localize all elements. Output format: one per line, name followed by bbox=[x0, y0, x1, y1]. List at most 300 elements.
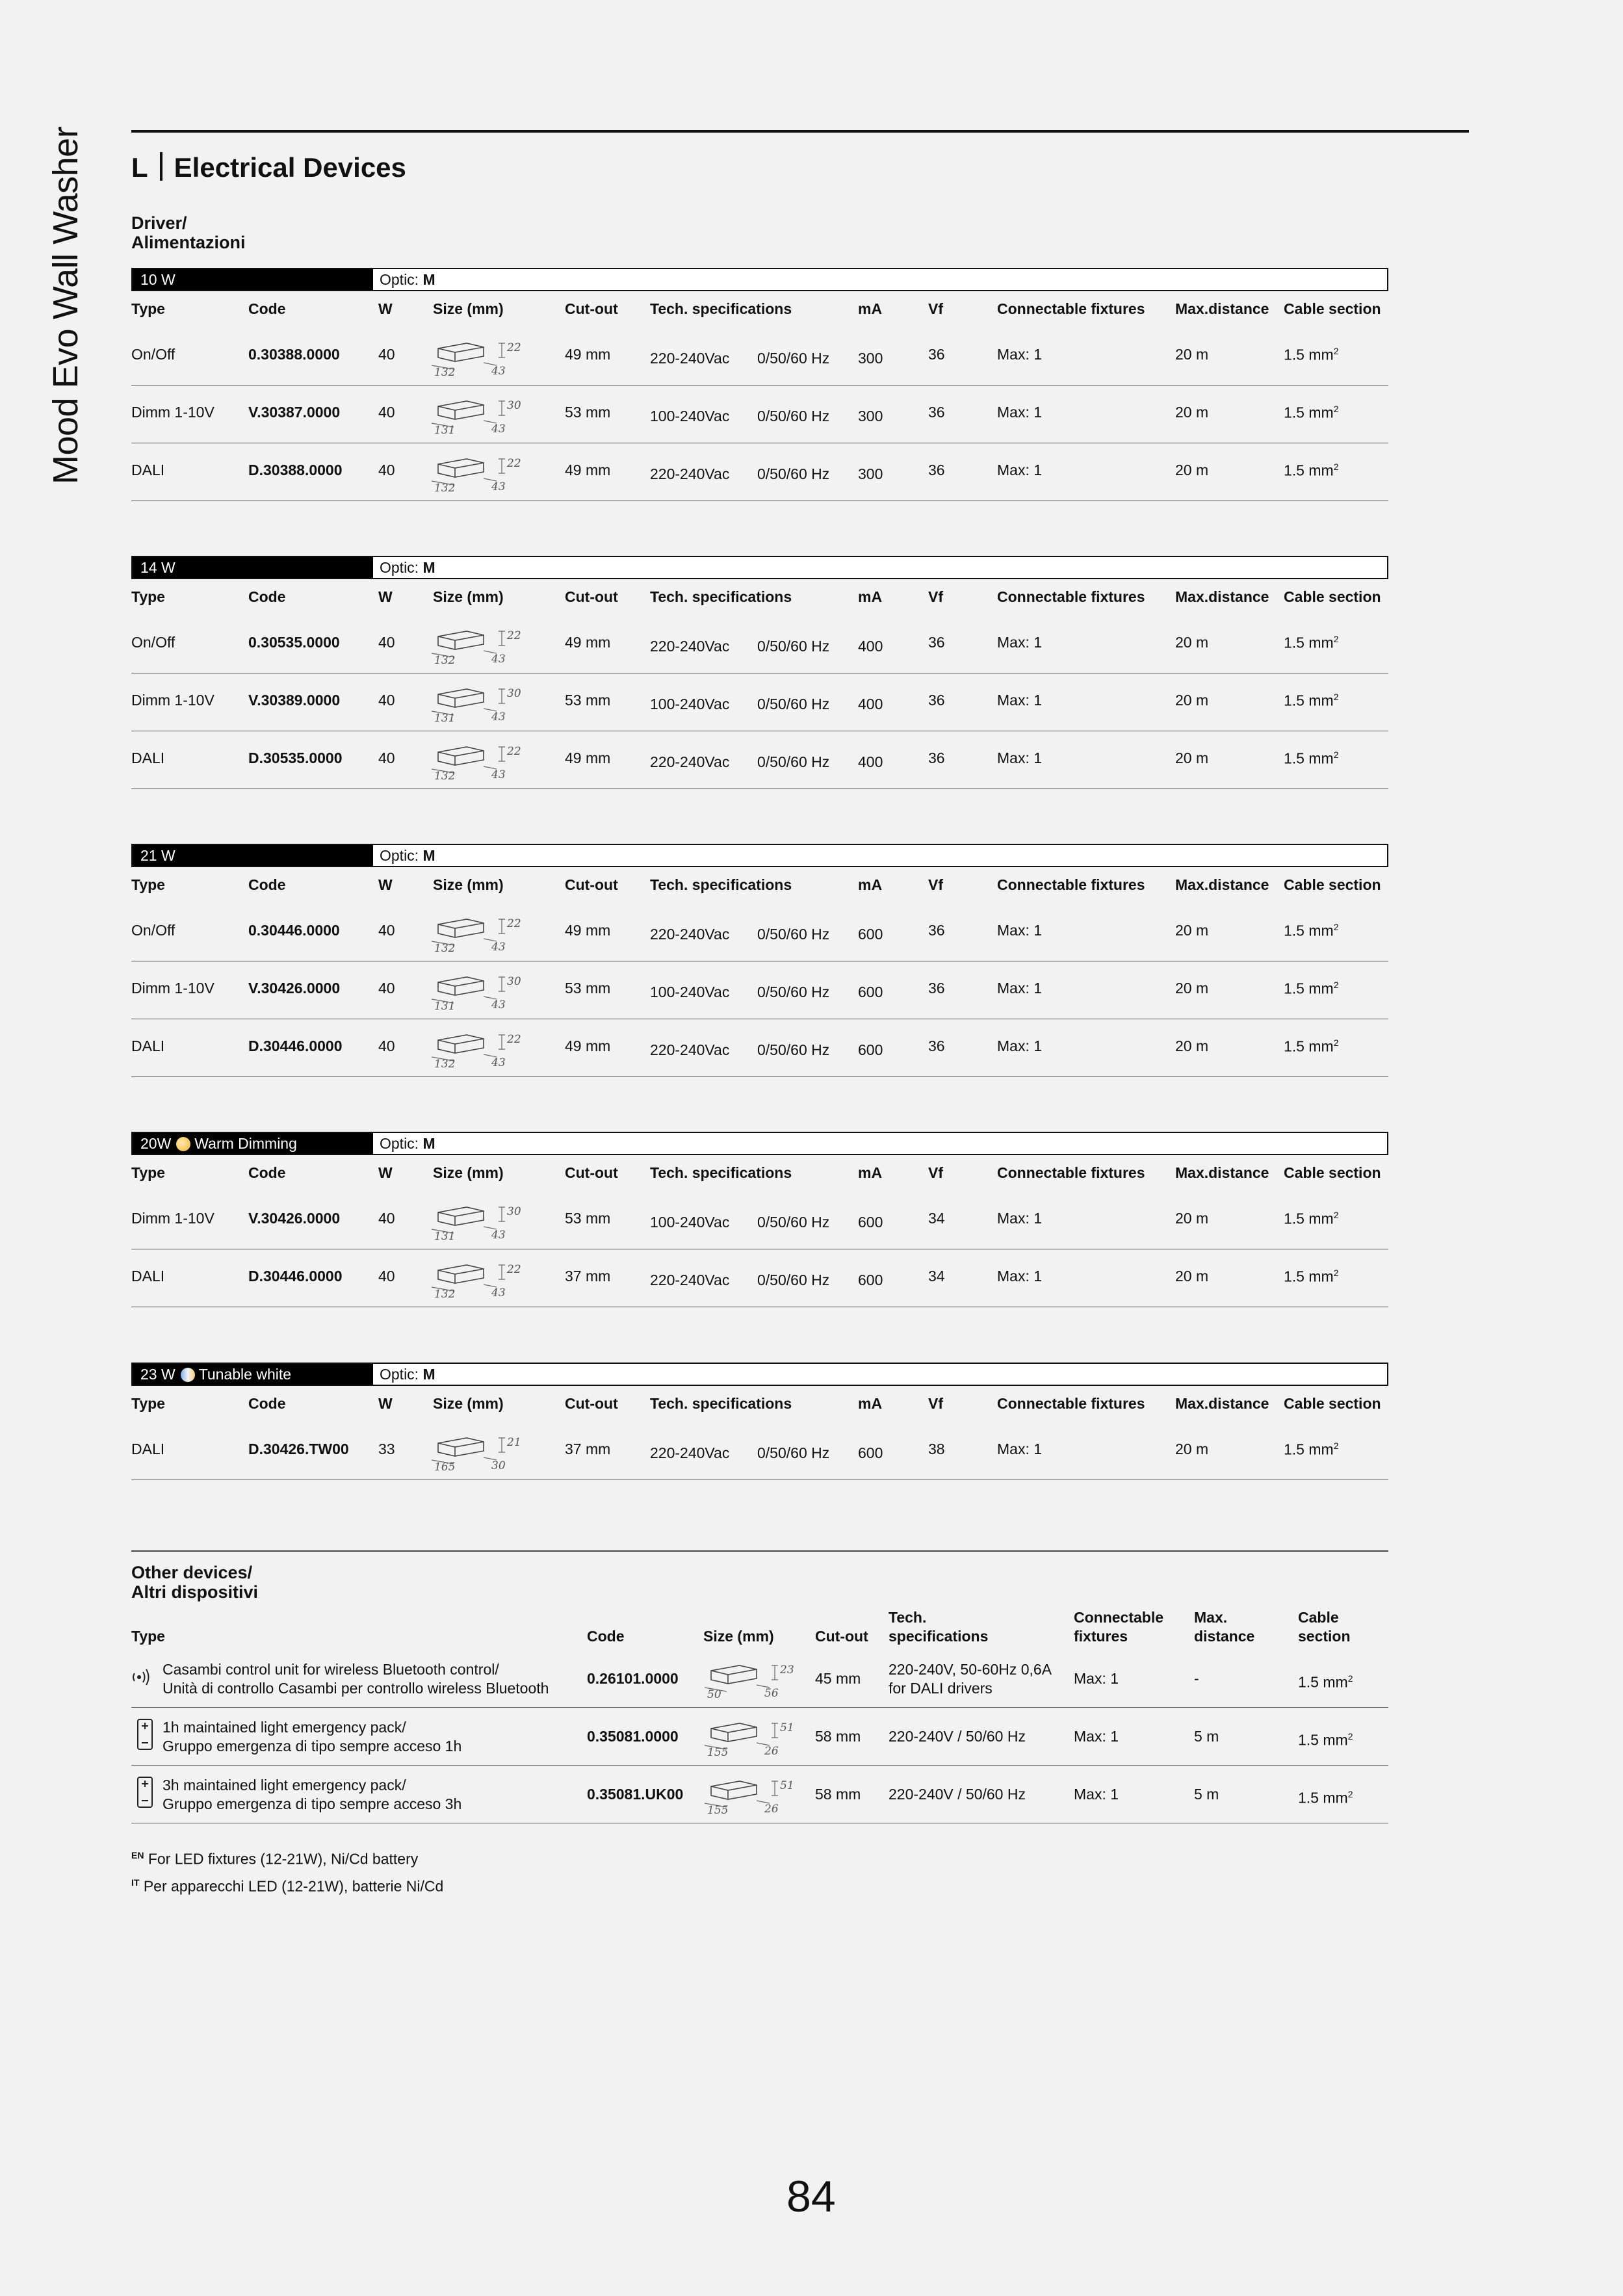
row-ma: 600 bbox=[858, 1041, 883, 1058]
row-ma: 300 bbox=[858, 465, 883, 482]
svg-text:131: 131 bbox=[434, 1230, 456, 1241]
other-tech-l2: for DALI drivers bbox=[889, 1680, 993, 1697]
other-header-row bbox=[131, 1603, 1388, 1650]
row-code: V.30387.0000 bbox=[248, 404, 341, 421]
svg-text:43: 43 bbox=[491, 998, 506, 1011]
row-vf: 36 bbox=[928, 980, 945, 997]
row-connectable: Max: 1 bbox=[997, 404, 1043, 421]
optic-label bbox=[380, 269, 435, 290]
col-tech: Tech. specifications bbox=[650, 876, 792, 893]
row-connectable: Max: 1 bbox=[997, 922, 1043, 939]
other-col-cable-l1: Cable bbox=[1298, 1609, 1339, 1626]
other-col-tech-l2: specifications bbox=[889, 1628, 989, 1645]
svg-text:43: 43 bbox=[491, 1056, 506, 1069]
col-tech: Tech. specifications bbox=[650, 1395, 792, 1412]
size-drawing-icon bbox=[429, 681, 526, 723]
other-tech-l1: 220-240V, 50-60Hz 0,6A bbox=[889, 1661, 1052, 1678]
other-col-cable bbox=[1298, 1608, 1351, 1646]
footnote-en-lang: EN bbox=[131, 1850, 144, 1860]
col-ma: mA bbox=[858, 588, 883, 605]
driver-table bbox=[131, 556, 1388, 789]
power-band bbox=[131, 1363, 1388, 1386]
squared-sign: 2 bbox=[1333, 980, 1339, 990]
col-size: Size (mm) bbox=[433, 876, 504, 893]
col-size: Size (mm) bbox=[433, 588, 504, 605]
svg-text:51: 51 bbox=[780, 1721, 794, 1734]
row-vf: 36 bbox=[928, 634, 945, 651]
squared-sign: 2 bbox=[1333, 346, 1339, 356]
row-cutout: 53 mm bbox=[565, 404, 611, 421]
row-cable bbox=[1284, 1268, 1338, 1286]
table-row bbox=[131, 328, 1388, 385]
col-w: W bbox=[378, 588, 393, 605]
other-label-en: 1h maintained light emergency pack/ bbox=[162, 1719, 406, 1736]
row-tech: 220-240Vac bbox=[650, 1444, 730, 1461]
squared-sign: 2 bbox=[1333, 750, 1339, 760]
table-row bbox=[131, 961, 1388, 1019]
other-tech bbox=[889, 1727, 1026, 1746]
squared-sign: 2 bbox=[1333, 1268, 1339, 1278]
optic-value: M bbox=[422, 1366, 435, 1383]
size-drawing-icon bbox=[429, 451, 526, 493]
squared-sign: 2 bbox=[1333, 922, 1339, 932]
row-type: DALI bbox=[131, 462, 165, 478]
table-header-row bbox=[131, 1386, 1388, 1422]
other-code: 0.35081.0000 bbox=[587, 1728, 679, 1745]
section-name: Electrical Devices bbox=[174, 152, 406, 183]
power-label bbox=[133, 1364, 373, 1385]
row-frequency: 0/50/60 Hz bbox=[757, 350, 830, 367]
svg-text:132: 132 bbox=[434, 1058, 456, 1069]
squared-sign: 2 bbox=[1333, 1441, 1339, 1451]
row-connectable: Max: 1 bbox=[997, 750, 1043, 766]
squared-sign: 2 bbox=[1347, 1673, 1353, 1684]
optic-caption: Optic: bbox=[380, 559, 419, 576]
row-cable bbox=[1284, 1037, 1338, 1056]
side-title: Mood Evo Wall Washer bbox=[46, 126, 85, 484]
svg-text:22: 22 bbox=[507, 1033, 521, 1046]
svg-text:43: 43 bbox=[491, 365, 506, 377]
size-drawing-icon bbox=[429, 335, 526, 377]
size-drawing-icon bbox=[429, 1199, 526, 1241]
page-number: 84 bbox=[786, 2172, 836, 2221]
row-frequency: 0/50/60 Hz bbox=[757, 984, 830, 1000]
row-cutout: 53 mm bbox=[565, 692, 611, 709]
table-header-row bbox=[131, 579, 1388, 616]
other-divider bbox=[131, 1550, 1388, 1552]
size-drawing-icon bbox=[702, 1658, 799, 1699]
optic-caption: Optic: bbox=[380, 1135, 419, 1152]
row-ma: 400 bbox=[858, 696, 883, 712]
row-ma: 300 bbox=[858, 408, 883, 424]
row-cutout: 53 mm bbox=[565, 980, 611, 997]
col-type: Type bbox=[131, 876, 165, 893]
other-col-conn-l1: Connectable bbox=[1074, 1609, 1164, 1626]
row-ma: 600 bbox=[858, 984, 883, 1000]
col-type: Type bbox=[131, 300, 165, 317]
section-letter: L bbox=[131, 152, 148, 183]
svg-text:131: 131 bbox=[434, 424, 456, 435]
row-cable-value: 1.5 mm bbox=[1284, 922, 1334, 939]
other-cable bbox=[1298, 1727, 1353, 1750]
other-label bbox=[162, 1718, 461, 1756]
table-row bbox=[131, 1192, 1388, 1249]
squared-sign: 2 bbox=[1333, 462, 1339, 472]
size-drawing-icon bbox=[429, 623, 526, 665]
table-row bbox=[131, 904, 1388, 961]
power-band bbox=[131, 844, 1388, 867]
row-vf: 36 bbox=[928, 1037, 945, 1054]
col-code: Code bbox=[248, 1395, 286, 1412]
other-col-conn bbox=[1074, 1608, 1163, 1646]
svg-text:165: 165 bbox=[434, 1461, 456, 1472]
col-cutout: Cut-out bbox=[565, 1395, 618, 1412]
row-maxdistance: 20 m bbox=[1175, 634, 1209, 651]
footnote-it-text: Per apparecchi LED (12-21W), batterie Ni/Cd bbox=[143, 1877, 444, 1895]
row-code: 0.30535.0000 bbox=[248, 634, 340, 651]
row-cutout: 37 mm bbox=[565, 1441, 611, 1457]
row-tech: 220-240Vac bbox=[650, 638, 730, 655]
row-connectable: Max: 1 bbox=[997, 1037, 1043, 1054]
row-code: V.30389.0000 bbox=[248, 692, 341, 709]
other-col-conn-l2: fixtures bbox=[1074, 1628, 1128, 1645]
table-row bbox=[131, 1249, 1388, 1307]
optic-label bbox=[380, 845, 435, 866]
other-code: 0.35081.UK00 bbox=[587, 1786, 684, 1803]
col-connectable: Connectable fixtures bbox=[997, 588, 1145, 605]
row-cable bbox=[1284, 980, 1338, 998]
col-cable: Cable section bbox=[1284, 300, 1381, 317]
svg-text:56: 56 bbox=[764, 1687, 779, 1699]
row-vf: 38 bbox=[928, 1441, 945, 1457]
wireless-icon bbox=[131, 1664, 157, 1690]
row-cable-value: 1.5 mm bbox=[1284, 692, 1334, 709]
row-cable-value: 1.5 mm bbox=[1284, 980, 1334, 997]
row-type: DALI bbox=[131, 1268, 165, 1285]
row-tech: 220-240Vac bbox=[650, 465, 730, 482]
row-maxdistance: 20 m bbox=[1175, 692, 1209, 709]
other-cable-value: 1.5 mm bbox=[1298, 1731, 1348, 1749]
other-cutout: 58 mm bbox=[815, 1728, 861, 1745]
other-col-code: Code bbox=[587, 1628, 625, 1645]
row-w: 40 bbox=[378, 980, 395, 997]
row-frequency: 0/50/60 Hz bbox=[757, 408, 830, 424]
other-cutout: 58 mm bbox=[815, 1786, 861, 1803]
row-cable bbox=[1284, 1441, 1338, 1459]
row-connectable: Max: 1 bbox=[997, 346, 1043, 363]
svg-text:30: 30 bbox=[507, 399, 521, 412]
row-cutout: 49 mm bbox=[565, 922, 611, 939]
row-type: DALI bbox=[131, 1441, 165, 1457]
power-value: 14 W bbox=[140, 559, 175, 576]
size-drawing-icon bbox=[702, 1715, 799, 1757]
col-tech: Tech. specifications bbox=[650, 1164, 792, 1181]
optic-caption: Optic: bbox=[380, 1366, 419, 1383]
squared-sign: 2 bbox=[1333, 1037, 1339, 1048]
footnote-it bbox=[131, 1871, 443, 1898]
col-ma: mA bbox=[858, 1164, 883, 1181]
other-col-type: Type bbox=[131, 1628, 165, 1645]
row-ma: 600 bbox=[858, 1214, 883, 1231]
other-col-size: Size (mm) bbox=[703, 1628, 774, 1645]
table-header-row bbox=[131, 867, 1388, 904]
row-type: Dimm 1-10V bbox=[131, 1210, 214, 1227]
power-badge: Tunable white bbox=[198, 1366, 292, 1383]
row-cable bbox=[1284, 692, 1338, 710]
col-connectable: Connectable fixtures bbox=[997, 1395, 1145, 1412]
other-label-it: Gruppo emergenza di tipo sempre acceso 3h bbox=[162, 1795, 462, 1812]
row-type: On/Off bbox=[131, 634, 175, 651]
power-value: 23 W bbox=[140, 1366, 175, 1383]
svg-text:43: 43 bbox=[491, 653, 506, 665]
row-ma: 600 bbox=[858, 1444, 883, 1461]
svg-text:43: 43 bbox=[491, 1229, 506, 1241]
size-drawing-icon bbox=[429, 969, 526, 1011]
row-frequency: 0/50/60 Hz bbox=[757, 1444, 830, 1461]
footnote-en-text: For LED fixtures (12-21W), Ni/Cd battery bbox=[148, 1850, 419, 1868]
row-tech: 220-240Vac bbox=[650, 926, 730, 943]
svg-text:22: 22 bbox=[507, 341, 521, 354]
driver-heading bbox=[131, 213, 246, 252]
optic-label bbox=[380, 1364, 435, 1385]
col-cable: Cable section bbox=[1284, 1395, 1381, 1412]
other-connectable: Max: 1 bbox=[1074, 1728, 1119, 1745]
row-connectable: Max: 1 bbox=[997, 1210, 1043, 1227]
row-ma: 300 bbox=[858, 350, 883, 367]
row-connectable: Max: 1 bbox=[997, 1441, 1043, 1457]
other-maxdistance: - bbox=[1194, 1670, 1199, 1687]
svg-text:132: 132 bbox=[434, 654, 456, 665]
driver-table bbox=[131, 844, 1388, 1077]
col-code: Code bbox=[248, 876, 286, 893]
svg-text:155: 155 bbox=[707, 1746, 729, 1757]
row-code: D.30446.0000 bbox=[248, 1037, 343, 1054]
svg-text:131: 131 bbox=[434, 712, 456, 723]
row-tech: 100-240Vac bbox=[650, 984, 730, 1000]
driver-table bbox=[131, 1132, 1388, 1307]
row-type: Dimm 1-10V bbox=[131, 404, 214, 421]
row-w: 40 bbox=[378, 750, 395, 766]
table-row bbox=[131, 1422, 1388, 1480]
row-cable bbox=[1284, 922, 1338, 940]
other-cable-value: 1.5 mm bbox=[1298, 1673, 1348, 1691]
row-tech: 100-240Vac bbox=[650, 696, 730, 712]
other-tech bbox=[889, 1785, 1026, 1804]
row-vf: 36 bbox=[928, 922, 945, 939]
row-ma: 600 bbox=[858, 1272, 883, 1288]
col-ma: mA bbox=[858, 876, 883, 893]
svg-text:22: 22 bbox=[507, 629, 521, 642]
other-tech-l1: 220-240V / 50/60 Hz bbox=[889, 1786, 1026, 1803]
row-code: V.30426.0000 bbox=[248, 1210, 341, 1227]
squared-sign: 2 bbox=[1347, 1789, 1353, 1799]
optic-caption: Optic: bbox=[380, 847, 419, 864]
size-drawing-icon bbox=[429, 911, 526, 953]
row-maxdistance: 20 m bbox=[1175, 346, 1209, 363]
row-w: 40 bbox=[378, 1268, 395, 1285]
row-maxdistance: 20 m bbox=[1175, 1210, 1209, 1227]
driver-table bbox=[131, 268, 1388, 501]
power-band bbox=[131, 268, 1388, 291]
other-label bbox=[162, 1776, 461, 1814]
row-vf: 36 bbox=[928, 750, 945, 766]
col-w: W bbox=[378, 300, 393, 317]
other-label-en: 3h maintained light emergency pack/ bbox=[162, 1777, 406, 1794]
svg-text:132: 132 bbox=[434, 770, 456, 781]
other-cable bbox=[1298, 1785, 1353, 1808]
svg-text:26: 26 bbox=[764, 1745, 779, 1757]
row-maxdistance: 20 m bbox=[1175, 404, 1209, 421]
row-maxdistance: 20 m bbox=[1175, 980, 1209, 997]
tunable-white-icon bbox=[181, 1368, 195, 1382]
row-code: D.30426.TW00 bbox=[248, 1441, 349, 1457]
svg-text:132: 132 bbox=[434, 482, 456, 493]
row-w: 33 bbox=[378, 1441, 395, 1457]
other-connectable: Max: 1 bbox=[1074, 1670, 1119, 1687]
optic-label bbox=[380, 557, 435, 578]
other-devices-table bbox=[131, 1603, 1388, 1823]
optic-label bbox=[380, 1133, 435, 1154]
row-code: D.30388.0000 bbox=[248, 462, 343, 478]
size-drawing-icon bbox=[429, 1257, 526, 1299]
row-type: Dimm 1-10V bbox=[131, 980, 214, 997]
footnote-en bbox=[131, 1844, 443, 1871]
svg-text:30: 30 bbox=[507, 1205, 521, 1218]
section-title bbox=[131, 152, 406, 183]
battery-icon bbox=[131, 1717, 157, 1752]
row-type: DALI bbox=[131, 1037, 165, 1054]
other-label-it: Gruppo emergenza di tipo sempre acceso 1h bbox=[162, 1738, 462, 1755]
other-col-tech-l1: Tech. bbox=[889, 1609, 927, 1626]
row-code: 0.30446.0000 bbox=[248, 922, 340, 939]
col-size: Size (mm) bbox=[433, 300, 504, 317]
svg-text:131: 131 bbox=[434, 1000, 456, 1011]
col-cutout: Cut-out bbox=[565, 588, 618, 605]
driver-heading-it: Alimentazioni bbox=[131, 233, 246, 252]
col-ma: mA bbox=[858, 1395, 883, 1412]
svg-text:26: 26 bbox=[764, 1803, 779, 1815]
table-row bbox=[131, 1019, 1388, 1077]
col-maxdist: Max.distance bbox=[1175, 876, 1269, 893]
col-cutout: Cut-out bbox=[565, 1164, 618, 1181]
col-connectable: Connectable fixtures bbox=[997, 300, 1145, 317]
col-cable: Cable section bbox=[1284, 588, 1381, 605]
col-w: W bbox=[378, 876, 393, 893]
row-vf: 34 bbox=[928, 1210, 945, 1227]
svg-text:22: 22 bbox=[507, 1263, 521, 1276]
col-w: W bbox=[378, 1164, 393, 1181]
row-cutout: 49 mm bbox=[565, 346, 611, 363]
row-maxdistance: 20 m bbox=[1175, 1441, 1209, 1457]
svg-text:43: 43 bbox=[491, 941, 506, 953]
other-heading bbox=[131, 1563, 258, 1602]
col-cable: Cable section bbox=[1284, 876, 1381, 893]
row-frequency: 0/50/60 Hz bbox=[757, 753, 830, 770]
row-maxdistance: 20 m bbox=[1175, 1037, 1209, 1054]
row-cable-value: 1.5 mm bbox=[1284, 1441, 1334, 1458]
row-tech: 220-240Vac bbox=[650, 1041, 730, 1058]
svg-text:21: 21 bbox=[507, 1436, 521, 1449]
col-code: Code bbox=[248, 588, 286, 605]
row-type: On/Off bbox=[131, 346, 175, 363]
row-cutout: 53 mm bbox=[565, 1210, 611, 1227]
row-vf: 36 bbox=[928, 462, 945, 478]
other-heading-it: Altri dispositivi bbox=[131, 1582, 259, 1602]
other-maxdistance: 5 m bbox=[1194, 1728, 1219, 1745]
row-cable-value: 1.5 mm bbox=[1284, 1037, 1334, 1055]
squared-sign: 2 bbox=[1333, 634, 1339, 644]
row-cable-value: 1.5 mm bbox=[1284, 1210, 1334, 1227]
warm-dimming-icon bbox=[176, 1137, 190, 1151]
row-w: 40 bbox=[378, 346, 395, 363]
row-frequency: 0/50/60 Hz bbox=[757, 1041, 830, 1058]
other-col-tech bbox=[889, 1608, 988, 1646]
row-connectable: Max: 1 bbox=[997, 1268, 1043, 1285]
other-code: 0.26101.0000 bbox=[587, 1670, 679, 1687]
table-row bbox=[131, 673, 1388, 731]
optic-value: M bbox=[422, 847, 435, 864]
row-frequency: 0/50/60 Hz bbox=[757, 638, 830, 655]
row-cable-value: 1.5 mm bbox=[1284, 346, 1334, 363]
svg-text:43: 43 bbox=[491, 768, 506, 781]
size-drawing-icon bbox=[429, 1430, 526, 1472]
row-cutout: 37 mm bbox=[565, 1268, 611, 1285]
other-row bbox=[131, 1766, 1388, 1823]
row-type: DALI bbox=[131, 750, 165, 766]
row-code: D.30446.0000 bbox=[248, 1268, 343, 1285]
row-maxdistance: 20 m bbox=[1175, 462, 1209, 478]
other-cable-value: 1.5 mm bbox=[1298, 1789, 1348, 1807]
row-w: 40 bbox=[378, 1037, 395, 1054]
size-drawing-icon bbox=[429, 393, 526, 435]
row-cable-value: 1.5 mm bbox=[1284, 634, 1334, 651]
row-cutout: 49 mm bbox=[565, 634, 611, 651]
row-ma: 400 bbox=[858, 753, 883, 770]
row-frequency: 0/50/60 Hz bbox=[757, 1214, 830, 1231]
row-vf: 36 bbox=[928, 404, 945, 421]
svg-text:43: 43 bbox=[491, 423, 506, 435]
row-cable-value: 1.5 mm bbox=[1284, 404, 1334, 421]
battery-icon bbox=[131, 1775, 157, 1810]
svg-text:43: 43 bbox=[491, 480, 506, 493]
col-connectable: Connectable fixtures bbox=[997, 876, 1145, 893]
size-drawing-icon bbox=[429, 1027, 526, 1069]
svg-text:132: 132 bbox=[434, 1288, 456, 1299]
optic-value: M bbox=[422, 559, 435, 576]
col-maxdist: Max.distance bbox=[1175, 300, 1269, 317]
row-cutout: 49 mm bbox=[565, 462, 611, 478]
svg-text:43: 43 bbox=[491, 1286, 506, 1299]
optic-value: M bbox=[422, 271, 435, 288]
row-code: 0.30388.0000 bbox=[248, 346, 340, 363]
power-label bbox=[133, 557, 373, 578]
table-row bbox=[131, 731, 1388, 789]
row-ma: 600 bbox=[858, 926, 883, 943]
col-vf: Vf bbox=[928, 1395, 943, 1412]
footnotes bbox=[131, 1844, 443, 1898]
row-ma: 400 bbox=[858, 638, 883, 655]
row-frequency: 0/50/60 Hz bbox=[757, 926, 830, 943]
power-label bbox=[133, 269, 373, 290]
squared-sign: 2 bbox=[1347, 1731, 1353, 1742]
col-tech: Tech. specifications bbox=[650, 300, 792, 317]
svg-text:22: 22 bbox=[507, 917, 521, 930]
row-maxdistance: 20 m bbox=[1175, 750, 1209, 766]
other-maxdistance: 5 m bbox=[1194, 1786, 1219, 1803]
row-cable-value: 1.5 mm bbox=[1284, 750, 1334, 767]
power-band bbox=[131, 1132, 1388, 1155]
table-row bbox=[131, 385, 1388, 443]
